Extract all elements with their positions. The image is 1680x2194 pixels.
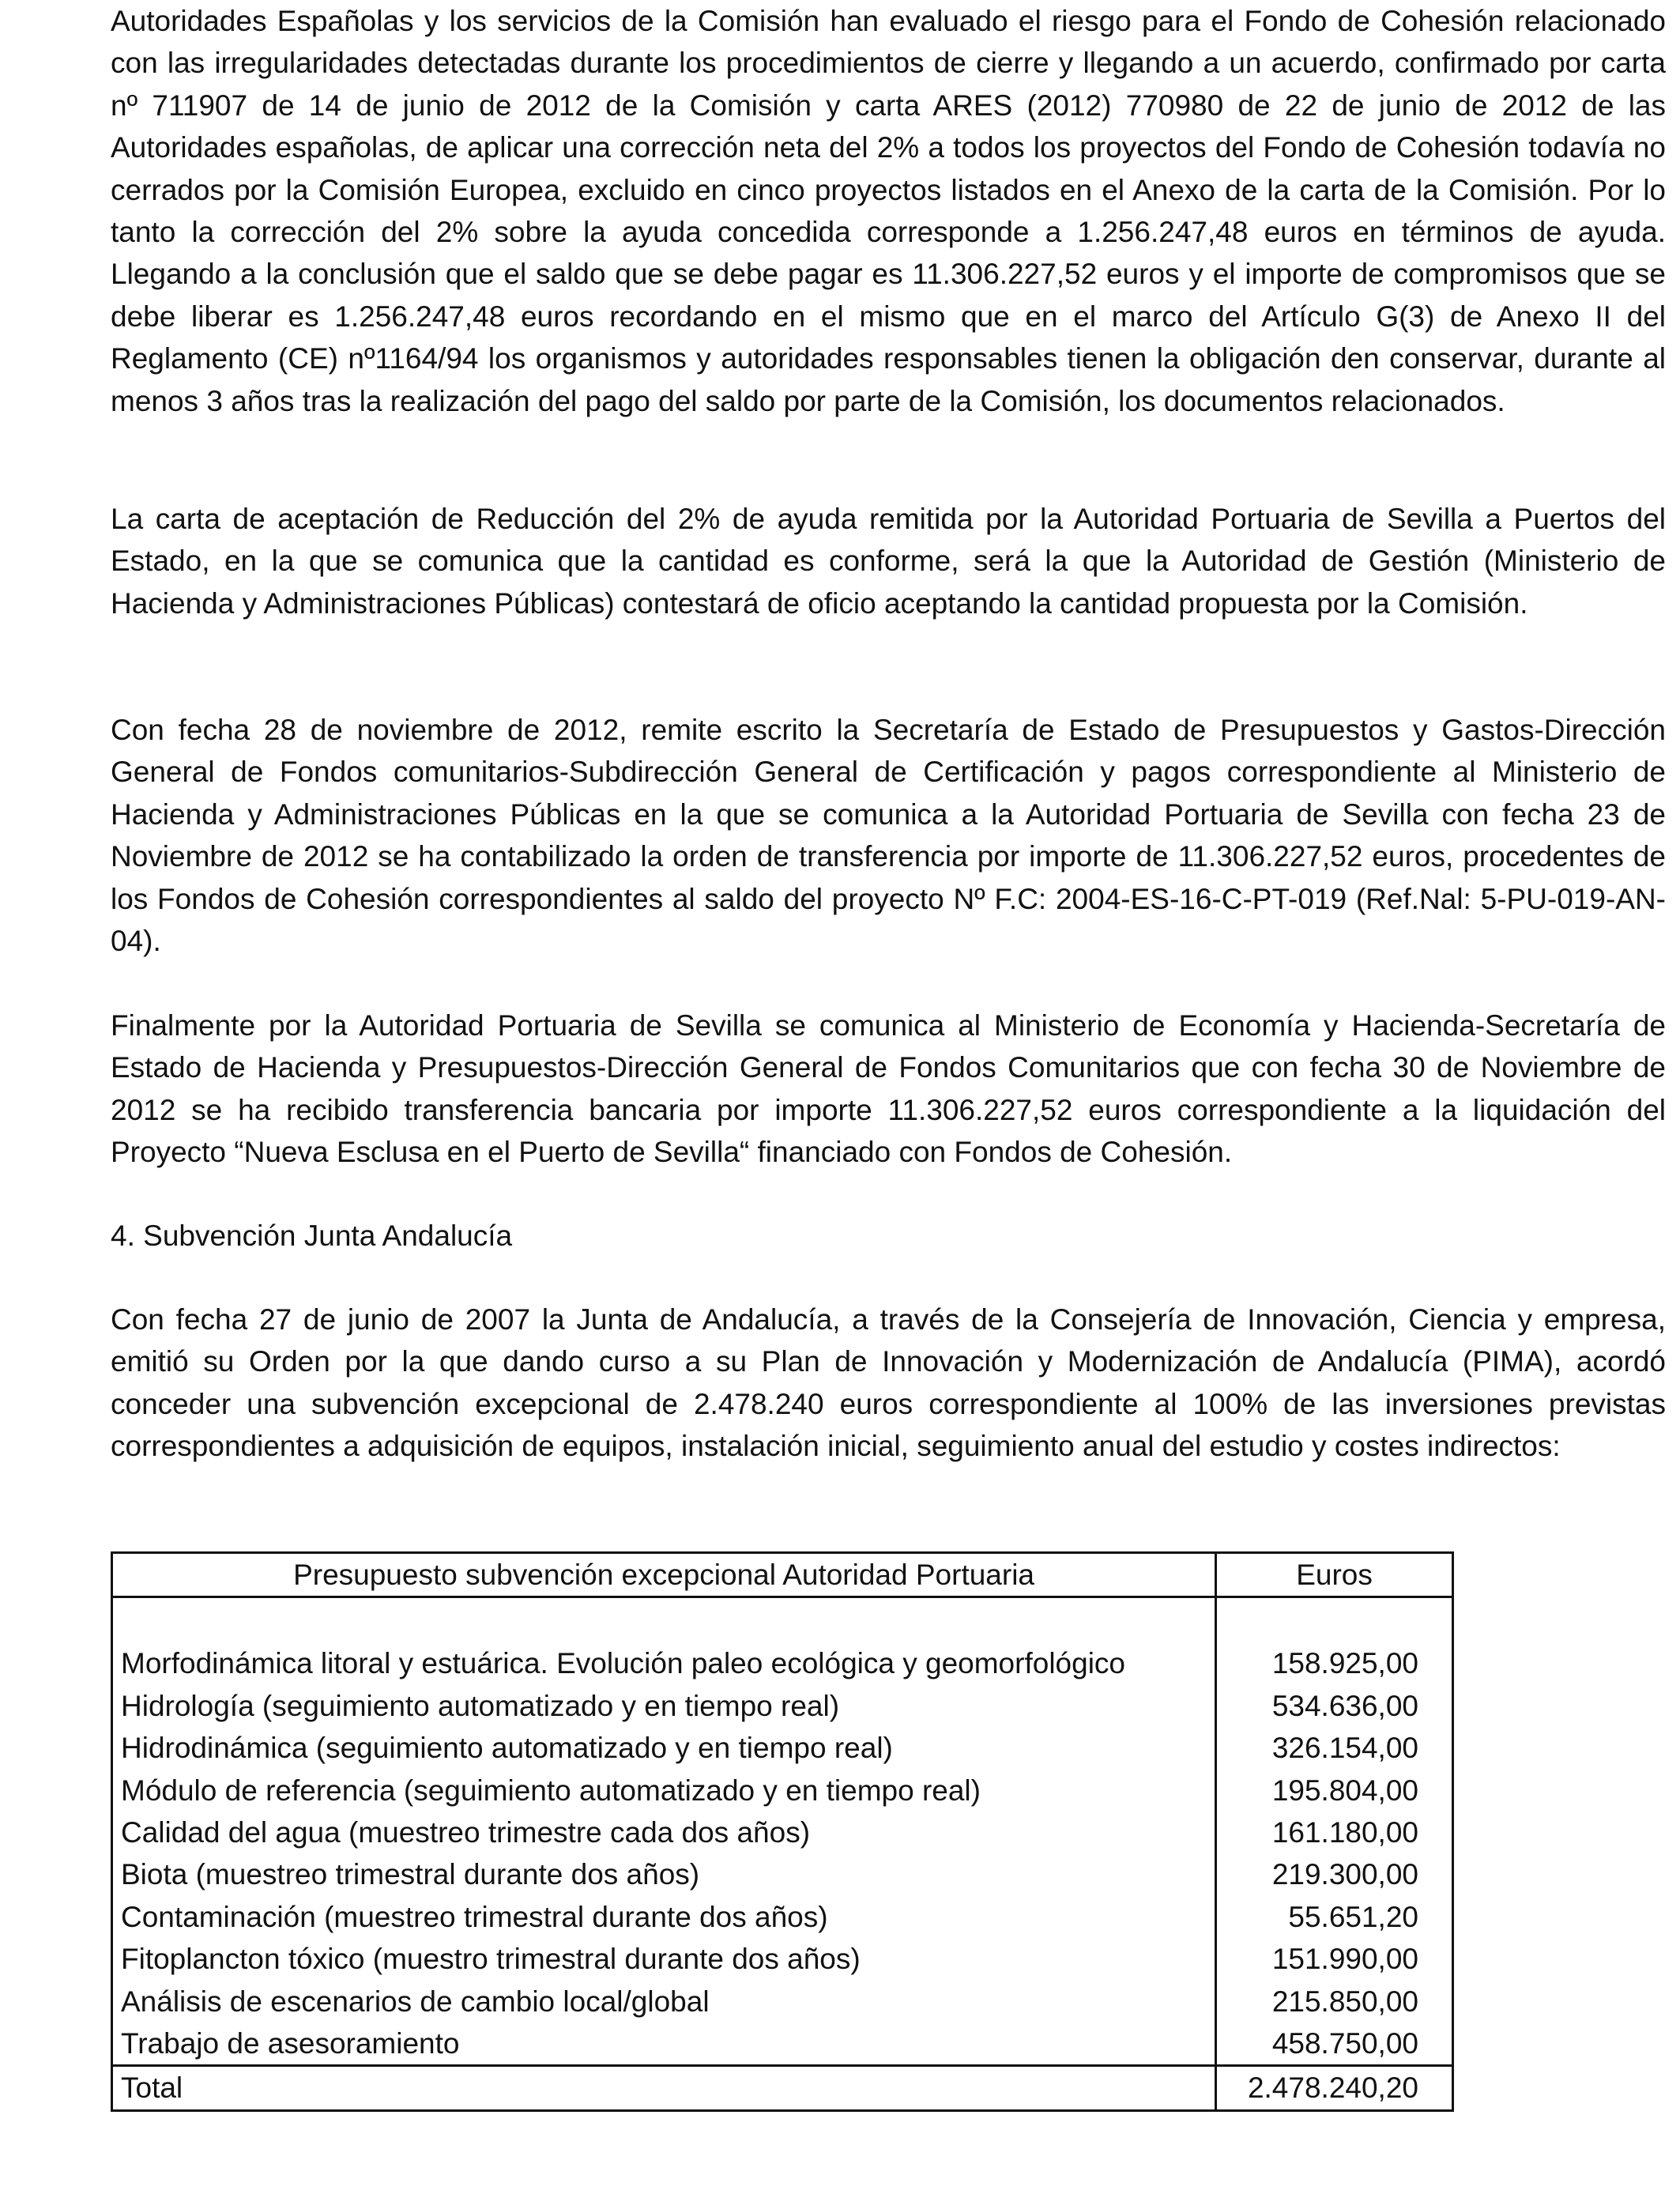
row-amount: 161.180,00 (1216, 1811, 1453, 1853)
table-row (112, 1938, 1453, 1980)
section-heading-subvencion: 4. Subvención Junta Andalucía (111, 1220, 513, 1252)
paragraph-correction-agreement: Autoridades Españolas y los servicios de la Comisión han evaluado el riesgo para el Fondo de Cohesión relacionado con las irregularidades detectadas durante los procedimientos de cierre y llegando a un acuerdo, confirmado por carta nº 711907 de 14 de junio de 2012 de la Comisión y carta ARES (2012) 770980 de 22 de junio de 2012 de las Autoridades españolas, de aplicar una corrección neta del 2% a todos los proyectos del Fondo de Cohesión todavía no cerrados por la Comisión Europea, excluido en cinco proyectos listados en el Anexo de la carta de la Comisión. Por lo tanto la corrección del 2% sobre la ayuda concedida corresponde a 1.256.247,48 euros en términos de ayuda. Llegando a la conclusión que el saldo que se debe pagar es 11.306.227,52 euros y el importe de compromisos que se debe liberar es 1.256.247,48 euros recordando en el mismo que en el marco del Artículo G(3) de Anexo II del Reglamento (CE) nº1164/94 los organismos y autoridades responsables tienen la obligación den conservar, durante al menos 3 años tras la realización del pago del saldo por parte de la Comisión, los documentos relacionados. (111, 5, 1666, 417)
row-concept: Módulo de referencia (seguimiento automatizado y en tiempo real) (112, 1770, 1216, 1811)
total-amount: 2.478.240,20 (1216, 2066, 1453, 2110)
paragraph-transfer-order: Con fecha 28 de noviembre de 2012, remite escrito la Secretaría de Estado de Presupuestos y Gastos-Dirección General de Fondos comunitarios-Subdirección General de Certificación y pagos correspondiente al Ministerio de Hacienda y Administraciones Públicas en la que se comunica a la Autoridad Portuaria de Sevilla con fecha 23 de Noviembre de 2012 se ha contabilizado la orden de transferencia por importe de 11.306.227,52 euros, procedentes de los Fondos de Cohesión correspondientes al saldo del proyecto Nº F.C: 2004-ES-16-C-PT-019 (Ref.Nal: 5-PU-019-AN-04). (111, 714, 1666, 958)
total-label: Total (112, 2066, 1216, 2110)
row-concept: Calidad del agua (muestreo trimestre cada dos años) (112, 1811, 1216, 1853)
row-amount: 215.850,00 (1216, 1981, 1453, 2022)
table-row (112, 1727, 1453, 1769)
row-concept: Biota (muestreo trimestral durante dos años) (112, 1853, 1216, 1895)
row-concept: Hidrodinámica (seguimiento automatizado y en tiempo real) (112, 1727, 1216, 1769)
row-amount: 534.636,00 (1216, 1685, 1453, 1727)
row-amount: 55.651,20 (1216, 1896, 1453, 1938)
row-concept: Trabajo de asesoramiento (112, 2022, 1216, 2066)
budget-table (111, 1551, 1454, 2112)
table-row (112, 1770, 1453, 1811)
row-amount: 151.990,00 (1216, 1938, 1453, 1980)
row-amount: 158.925,00 (1216, 1642, 1453, 1684)
header-amount: Euros (1216, 1553, 1453, 1597)
spacer-cell (112, 1597, 1216, 1643)
row-amount: 326.154,00 (1216, 1727, 1453, 1769)
paragraph-acceptance-letter: La carta de aceptación de Reducción del 2% de ayuda remitida por la Autoridad Portuaria de Sevilla a Puertos del Estado, en la que se comunica que la cantidad es conforme, será la que la Autoridad de Gestión (Ministerio de Hacienda y Administraciones Públicas) contestará de oficio aceptando la cantidad propuesta por la Comisión. (111, 503, 1666, 620)
row-concept: Análisis de escenarios de cambio local/global (112, 1981, 1216, 2022)
header-concept: Presupuesto subvención excepcional Autoridad Portuaria (112, 1553, 1216, 1597)
paragraph-junta-subsidy: Con fecha 27 de junio de 2007 la Junta de Andalucía, a través de la Consejería de Innovación, Ciencia y empresa, emitió su Orden por la que dando curso a su Plan de Innovación y Modernización de Andalucía (PIMA), acordó conceder una subvención excepcional de 2.478.240 euros correspondiente al 100% de las inversiones previstas correspondientes a adquisición de equipos, instalación inicial, seguimiento anual del estudio y costes indirectos: (111, 1303, 1666, 1463)
table-row (112, 1981, 1453, 2022)
table-row (112, 1853, 1453, 1895)
row-amount: 195.804,00 (1216, 1770, 1453, 1811)
paragraph-transfer-received: Finalmente por la Autoridad Portuaria de Sevilla se comunica al Ministerio de Economía y Hacienda-Secretaría de Estado de Hacienda y Presupuestos-Dirección General de Fondos Comunitarios que con fecha 30 de Noviembre de 2012 se ha recibido transferencia bancaria por importe 11.306.227,52 euros correspondiente a la liquidación del Proyecto “Nueva Esclusa en el Puerto de Sevilla“ financiado con Fondos de Cohesión. (111, 1009, 1666, 1169)
table-spacer-row (112, 1597, 1453, 1643)
table-row (112, 1642, 1453, 1684)
table-total-row (112, 2066, 1453, 2110)
row-concept: Contaminación (muestreo trimestral durante dos años) (112, 1896, 1216, 1938)
row-amount: 458.750,00 (1216, 2022, 1453, 2066)
table-row (112, 1896, 1453, 1938)
row-amount: 219.300,00 (1216, 1853, 1453, 1895)
table-row (112, 2022, 1453, 2066)
table-header-row (112, 1553, 1453, 1597)
row-concept: Fitoplancton tóxico (muestro trimestral durante dos años) (112, 1938, 1216, 1980)
table-row (112, 1685, 1453, 1727)
spacer-cell (1216, 1597, 1453, 1643)
row-concept: Hidrología (seguimiento automatizado y en tiempo real) (112, 1685, 1216, 1727)
row-concept: Morfodinámica litoral y estuárica. Evolución paleo ecológica y geomorfológico (112, 1642, 1216, 1684)
table-row (112, 1811, 1453, 1853)
